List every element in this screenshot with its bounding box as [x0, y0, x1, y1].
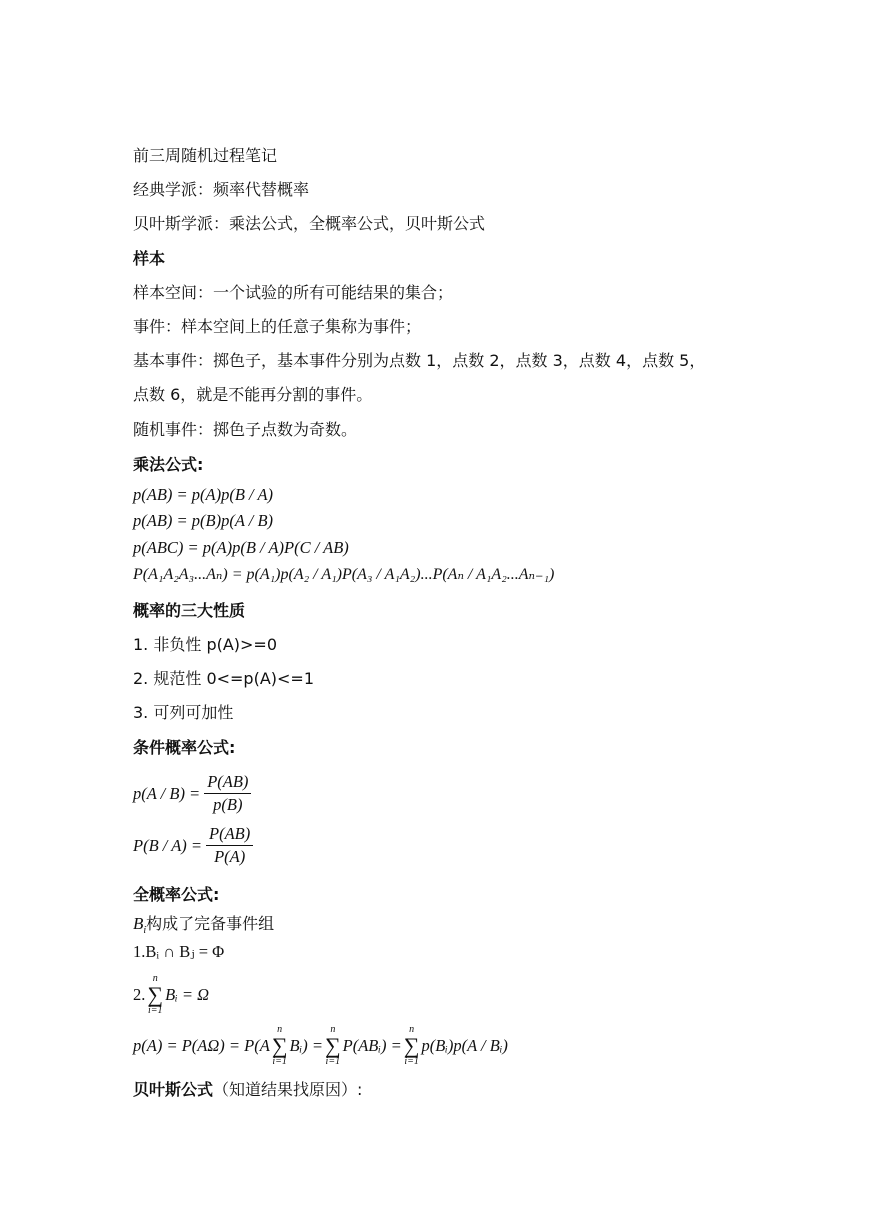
conditional-lhs: P(B / A) =	[133, 835, 203, 855]
formula-part-a: p(A) = P(AΩ) = P(A	[133, 1036, 270, 1055]
mult-formula-2: p(AB) = p(B)p(A / B)	[133, 511, 274, 530]
summation-icon: n ∑ i=1	[147, 973, 164, 1016]
sum-upper: n	[330, 1024, 336, 1035]
conditional-lhs: p(A / B) =	[133, 783, 201, 803]
sum-lower: i=1	[404, 1056, 419, 1067]
conditional-formula-1	[133, 772, 251, 815]
conditional-heading: 条件概率公式:	[133, 738, 236, 757]
event-def: 事件：样本空间上的任意子集称为事件；	[133, 317, 422, 336]
mult-general-rhs: p(A₁)p(A₂ / A₁)P(A₃ / A₁A₂)...P(Aₙ / A₁A₂...Aₙ₋₁)	[246, 566, 555, 583]
total-condition-2	[133, 973, 209, 1017]
complete-group-sub: i	[143, 925, 147, 937]
sum-upper: n	[409, 1024, 415, 1035]
sample-space-def: 样本空间：一个试验的所有可能结果的集合；	[133, 283, 454, 302]
summation-icon: n ∑ i=1	[271, 1024, 288, 1067]
mult-formula-1: p(AB) = p(A)p(B / A)	[133, 485, 274, 504]
property-2: 2. 规范性 0<=p(A)<=1	[133, 669, 315, 688]
conditional-formula-2	[133, 824, 253, 867]
total-condition-1: 1.Bᵢ ∩ Bⱼ = Φ	[133, 942, 225, 961]
sum-upper: n	[152, 973, 158, 984]
bayesian-school: 贝叶斯学派：乘法公式，全概率公式，贝叶斯公式	[133, 214, 486, 233]
property-3: 3. 可列可加性	[133, 703, 234, 722]
sum-upper: n	[277, 1024, 283, 1035]
fraction	[204, 772, 251, 815]
random-event-def: 随机事件：掷色子点数为奇数。	[133, 420, 358, 439]
bayes-heading: 贝叶斯公式	[133, 1080, 214, 1099]
sum-lower: i=1	[272, 1056, 287, 1067]
complete-group-var: B	[133, 914, 144, 933]
formula-part-b: Bᵢ) =	[289, 1036, 323, 1055]
bayes-heading-line	[133, 1079, 362, 1101]
property-1: 1. 非负性 p(A)>=0	[133, 635, 278, 654]
mult-general-lhs: P(A₁A₂A₃...Aₙ) =	[133, 566, 247, 583]
bayes-note: （知道结果找原因）:	[213, 1080, 363, 1099]
numerator: P(AB)	[206, 824, 253, 846]
basic-event-def-2: 点数 6，就是不能再分割的事件。	[133, 385, 373, 404]
total-probability-formula	[133, 1024, 508, 1068]
formula-part-c: P(ABᵢ) =	[342, 1036, 402, 1055]
numerator: P(AB)	[204, 772, 251, 794]
complete-event-group	[133, 913, 274, 942]
mult-formula-general	[133, 565, 554, 585]
sample-heading: 样本	[133, 249, 166, 268]
basic-event-def-1: 基本事件：掷色子，基本事件分别为点数 1，点数 2，点数 3，点数 4，点数 5，	[133, 351, 706, 370]
mult-formula-3: p(ABC) = p(A)p(B / A)P(C / AB)	[133, 538, 349, 557]
cond2-body: Bᵢ = Ω	[165, 985, 210, 1004]
summation-icon: n ∑ i=1	[324, 1024, 341, 1067]
classical-school: 经典学派：频率代替概率	[133, 180, 310, 199]
denominator: P(A)	[214, 847, 246, 866]
sum-lower: i=1	[147, 1005, 163, 1016]
cond2-prefix: 2.	[133, 985, 146, 1004]
note-title: 前三周随机过程笔记	[133, 146, 278, 165]
formula-part-d: p(Bᵢ)p(A / Bᵢ)	[421, 1036, 508, 1055]
complete-group-text: 构成了完备事件组	[146, 914, 275, 933]
properties-heading: 概率的三大性质	[133, 601, 246, 620]
fraction	[206, 824, 253, 867]
summation-icon: n ∑ i=1	[403, 1024, 420, 1067]
multiplication-heading: 乘法公式:	[133, 455, 204, 474]
sum-lower: i=1	[325, 1056, 341, 1067]
denominator: p(B)	[213, 795, 243, 814]
total-probability-heading: 全概率公式:	[133, 885, 220, 904]
